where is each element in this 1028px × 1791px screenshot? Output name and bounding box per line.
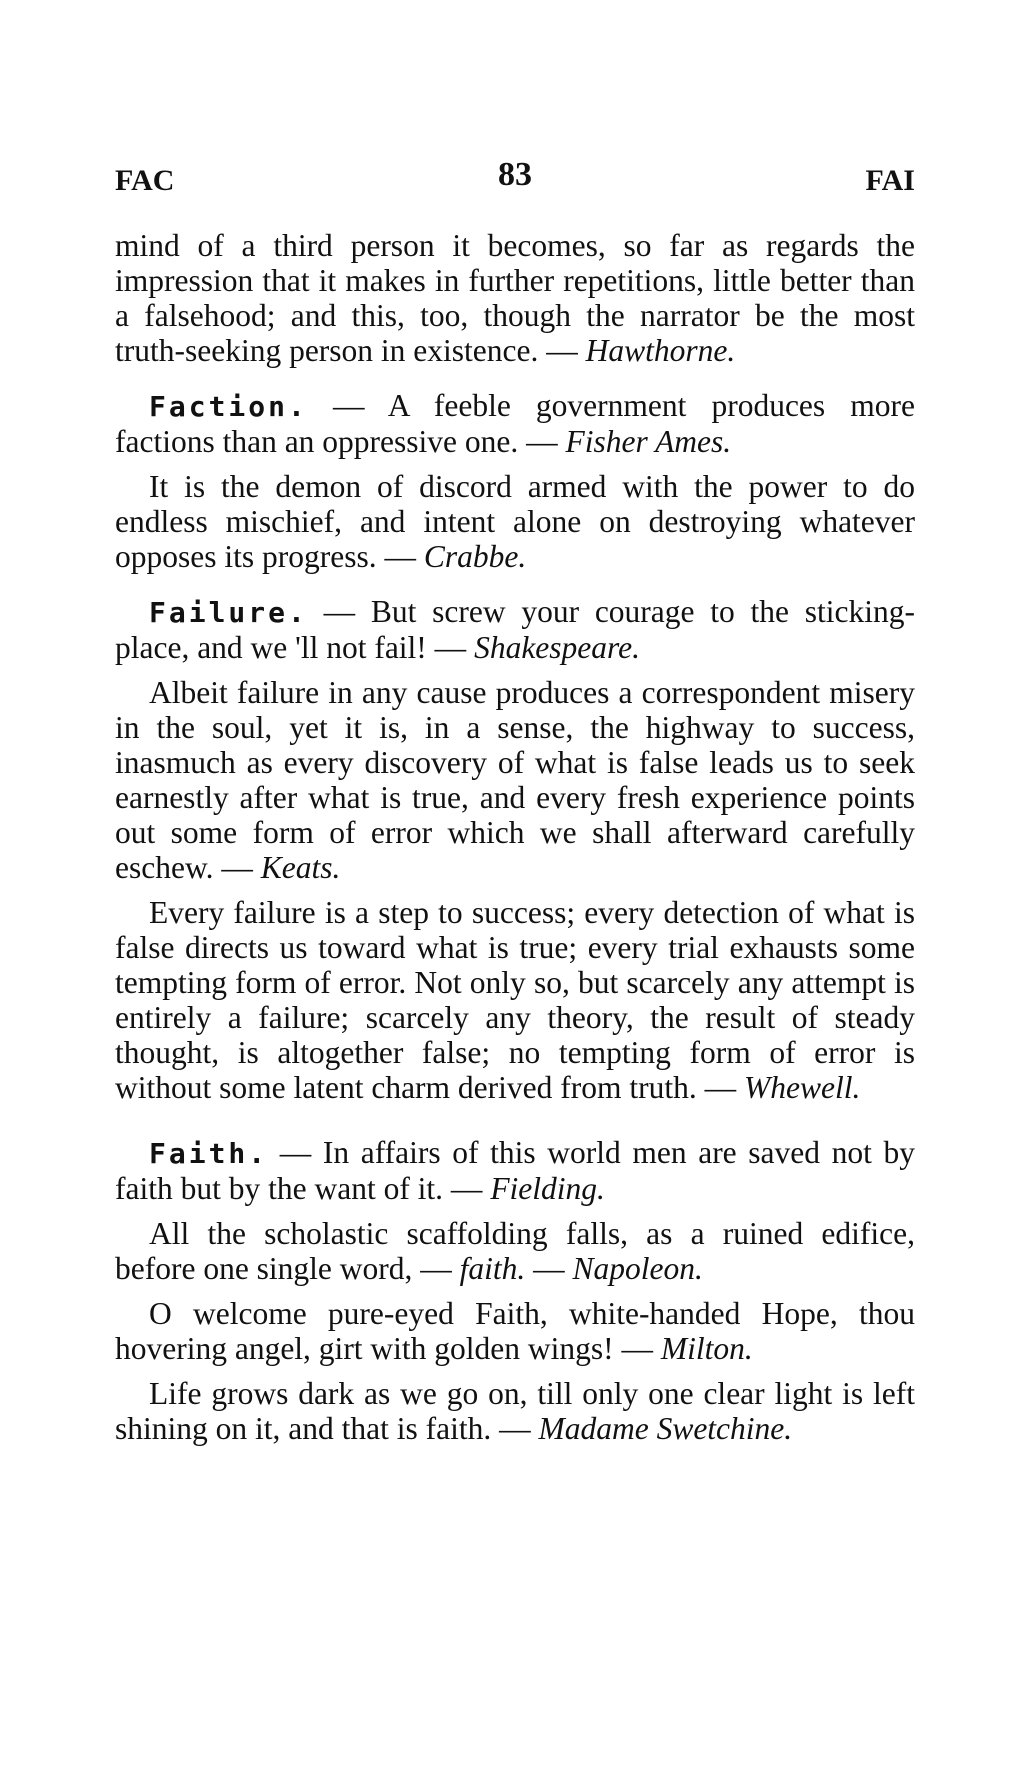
- paragraph-quote: Life grows dark as we go on, till only one clear light is left shining on it, and that is faith. — Madame Swetchine.: [115, 1376, 915, 1446]
- running-header: [115, 158, 915, 208]
- paragraph-quote: It is the demon of discord armed with the power to do endless mischief, and intent alone on destroying whatever opposes its progress. — Crabbe.: [115, 469, 915, 574]
- author-attribution: Keats.: [260, 850, 341, 885]
- paragraph-faction: Faction. — A feeble government produces more factions than an oppressive one. — Fisher Ames.: [115, 388, 915, 459]
- author-attribution: Fisher Ames.: [565, 424, 732, 459]
- paragraph-quote: Albeit failure in any cause produces a correspondent misery in the soul, yet it is, in a sense, the highway to success, inasmuch as every discovery of what is false leads us to seek earnestly after what is true, and every fresh experience points out some form of error which we shall afterward carefully eschew. — Keats.: [115, 675, 915, 885]
- author-attribution: Shakespeare.: [474, 630, 640, 665]
- author-attribution: Milton.: [660, 1331, 753, 1366]
- header-right-guide-word: FAI: [865, 164, 915, 197]
- author-attribution: Napoleon.: [572, 1251, 703, 1286]
- page-number: 83: [498, 156, 532, 193]
- author-attribution: Crabbe.: [423, 539, 527, 574]
- entry-keyword: Faction.: [149, 390, 308, 423]
- entry-keyword: Failure.: [149, 596, 308, 629]
- emphasis: faith.: [459, 1251, 526, 1286]
- author-attribution: Hawthorne.: [585, 333, 736, 368]
- paragraph-faith: Faith. — In affairs of this world men are saved not by faith but by the want of it. — Fielding.: [115, 1135, 915, 1206]
- paragraph-quote: Every failure is a step to success; every detection of what is false directs us toward what is true; every trial exhausts some tempting form of error. Not only so, but scarcely any attempt is entirely a failure; scarcely any theory, the result of steady thought, is altogether false; no tempting form of error is without some latent charm derived from truth. — Whewell.: [115, 895, 915, 1105]
- author-attribution: Whewell.: [743, 1070, 861, 1105]
- author-attribution: Fielding.: [490, 1171, 605, 1206]
- header-left-guide-word: FAC: [115, 164, 175, 197]
- paragraph-quote: O welcome pure-eyed Faith, white-handed Hope, thou hovering angel, girt with golden wings! — Milton.: [115, 1296, 915, 1366]
- paragraph-failure: Failure. — But screw your courage to the sticking-place, and we 'll not fail! — Shakespeare.: [115, 594, 915, 665]
- author-attribution: Madame Swetchine.: [538, 1411, 793, 1446]
- paragraph-continuation: mind of a third person it becomes, so far as regards the impression that it makes in further repetitions, little better than a falsehood; and this, too, though the narrator be the most truth-seeking person in existence. — Hawthorne.: [115, 228, 915, 368]
- paragraph-quote: All the scholastic scaffolding falls, as a ruined edifice, before one single word, — faith. — Napoleon.: [115, 1216, 915, 1286]
- page-body: [115, 228, 915, 1446]
- entry-keyword: Faith.: [149, 1137, 269, 1170]
